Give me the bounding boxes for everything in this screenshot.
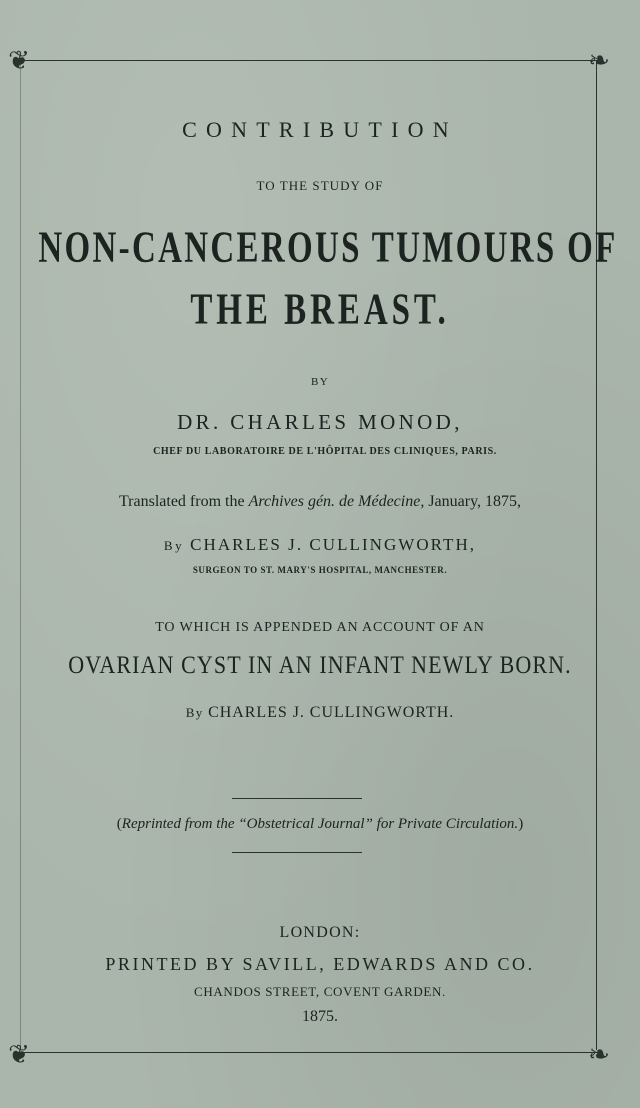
imprint-address: CHANDOS STREET, COVENT GARDEN.	[194, 984, 446, 999]
imprint-city: LONDON:	[279, 924, 361, 941]
reprint-part2: for Private Circulation.	[372, 816, 519, 832]
frame-top-rule	[18, 60, 598, 61]
frame-bottom-rule	[18, 1052, 598, 1053]
frame-right-rule	[596, 62, 597, 1050]
reprint-part1: Reprinted from the	[121, 816, 239, 832]
imprint-year: 1875.	[302, 1008, 338, 1025]
translation-prefix: Translated from the	[118, 493, 249, 510]
floral-ornament-icon: ❦	[8, 46, 30, 75]
floral-ornament-icon: ❧	[588, 1040, 610, 1069]
reprint-open: (	[116, 816, 122, 832]
translator-line	[0, 535, 640, 555]
floral-ornament-icon: ❦	[8, 1040, 30, 1069]
author-affiliation: CHEF DU LABORATOIRE DE L'HÔPITAL DES CLINIQUES, PARIS.	[153, 446, 497, 457]
appendix-author: CHARLES J. CULLINGWORTH.	[208, 704, 455, 721]
translator-name: CHARLES J. CULLINGWORTH,	[190, 535, 477, 554]
title-line-contribution: CONTRIBUTION	[182, 117, 458, 142]
translation-line	[0, 493, 640, 511]
translator-role: SURGEON TO ST. MARY'S HOSPITAL, MANCHESTER.	[192, 565, 448, 575]
appendix-by: By	[185, 705, 209, 720]
by-label: BY	[311, 376, 329, 388]
reprint-close: )	[518, 816, 524, 832]
title-line-breast: THE BREAST.	[190, 285, 450, 335]
divider-bottom	[232, 852, 362, 853]
translator-by: By	[163, 538, 191, 553]
title-line-to-the-study-of: TO THE STUDY OF	[256, 178, 384, 193]
author-name: DR. CHARLES MONOD,	[177, 410, 463, 434]
appendix-intro: TO WHICH IS APPENDED AN ACCOUNT OF AN	[155, 620, 485, 635]
appendix-author-line	[0, 704, 640, 722]
appendix-subject: OVARIAN CYST IN AN INFANT NEWLY BORN.	[68, 650, 572, 679]
divider-top	[232, 798, 362, 799]
reprint-note	[0, 816, 640, 833]
floral-ornament-icon: ❧	[588, 46, 610, 75]
title-line-main: NON-CANCEROUS TUMOURS OF	[38, 223, 618, 273]
frame-left-rule	[20, 62, 21, 1050]
imprint-printer: PRINTED BY SAVILL, EDWARDS AND CO.	[105, 954, 535, 974]
reprint-journal: “Obstetrical Journal”	[238, 816, 373, 832]
translation-journal: Archives gén. de Médecine,	[248, 493, 425, 510]
translation-date: January, 1875,	[424, 493, 522, 510]
